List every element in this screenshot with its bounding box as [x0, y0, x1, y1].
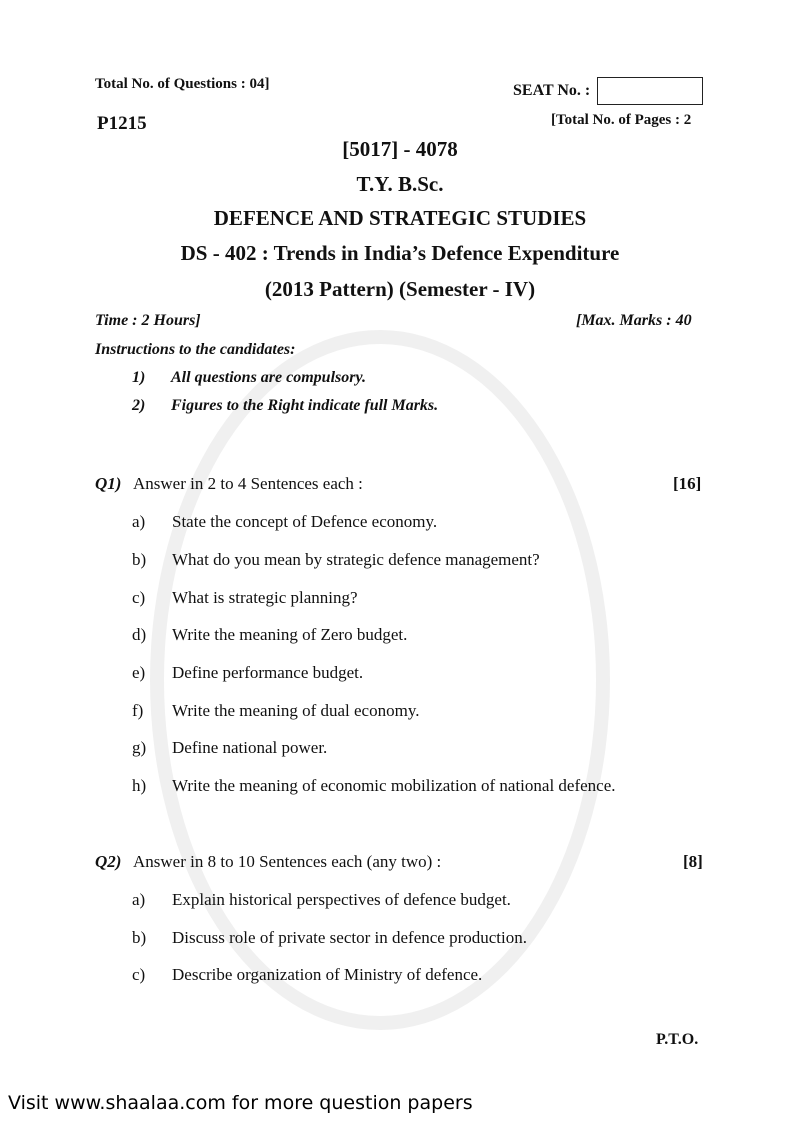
exam-code: [5017] - 4078	[342, 137, 458, 161]
q2-label: Q2)	[95, 852, 122, 871]
total-questions: Total No. of Questions : 04]	[95, 76, 270, 92]
item-text: State the concept of Defence economy.	[172, 512, 438, 531]
item-letter: g)	[132, 738, 147, 757]
item-text: Write the meaning of Zero budget.	[172, 625, 408, 644]
q1-label: Q1)	[95, 474, 122, 493]
item-letter: f)	[132, 701, 144, 720]
seat-label: SEAT No. :	[513, 82, 591, 99]
q2-marks: [8]	[683, 852, 703, 871]
item-letter: a)	[132, 512, 146, 531]
item-letter: c)	[132, 588, 146, 607]
time-limit: Time : 2 Hours]	[95, 312, 201, 329]
instructions-heading: Instructions to the candidates:	[95, 341, 296, 358]
pattern-title: (2013 Pattern) (Semester - IV)	[264, 277, 536, 301]
item-text: What is strategic planning?	[172, 588, 358, 607]
course-title: T.Y. B.Sc.	[356, 172, 444, 196]
item-text: Describe organization of Ministry of defence.	[172, 965, 483, 984]
item-text: Discuss role of private sector in defence production.	[172, 928, 527, 947]
paper-code: P1215	[97, 113, 147, 134]
item-letter: a)	[132, 890, 146, 909]
item-text: Write the meaning of economic mobilization of national defence.	[172, 776, 616, 795]
footer-banner[interactable]: Visit www.shaalaa.com for more question papers	[8, 1092, 473, 1114]
q1-marks: [16]	[673, 474, 702, 493]
q2-prompt: Answer in 8 to 10 Sentences each (any two) :	[133, 852, 442, 871]
subject-title: DEFENCE AND STRATEGIC STUDIES	[213, 206, 587, 230]
item-text: What do you mean by strategic defence management?	[172, 550, 540, 569]
instruction-number: 2)	[132, 397, 146, 414]
instruction-text: All questions are compulsory.	[171, 369, 366, 386]
item-text: Explain historical perspectives of defence budget.	[172, 890, 511, 909]
instruction-text: Figures to the Right indicate full Marks.	[171, 397, 439, 414]
q1-prompt: Answer in 2 to 4 Sentences each :	[133, 474, 363, 493]
item-text: Define national power.	[172, 738, 328, 757]
pto-label: P.T.O.	[656, 1031, 699, 1048]
instruction-number: 1)	[132, 369, 146, 386]
item-letter: d)	[132, 625, 147, 644]
item-letter: b)	[132, 928, 147, 947]
paper-title: DS - 402 : Trends in India’s Defence Expenditure	[180, 241, 620, 265]
item-letter: c)	[132, 965, 146, 984]
item-text: Define performance budget.	[172, 663, 364, 682]
item-letter: h)	[132, 776, 147, 795]
seat-number-box[interactable]	[597, 77, 703, 105]
item-letter: b)	[132, 550, 147, 569]
total-pages: [Total No. of Pages : 2	[551, 112, 692, 128]
item-letter: e)	[132, 663, 146, 682]
item-text: Write the meaning of dual economy.	[172, 701, 420, 720]
max-marks: [Max. Marks : 40	[576, 312, 692, 329]
